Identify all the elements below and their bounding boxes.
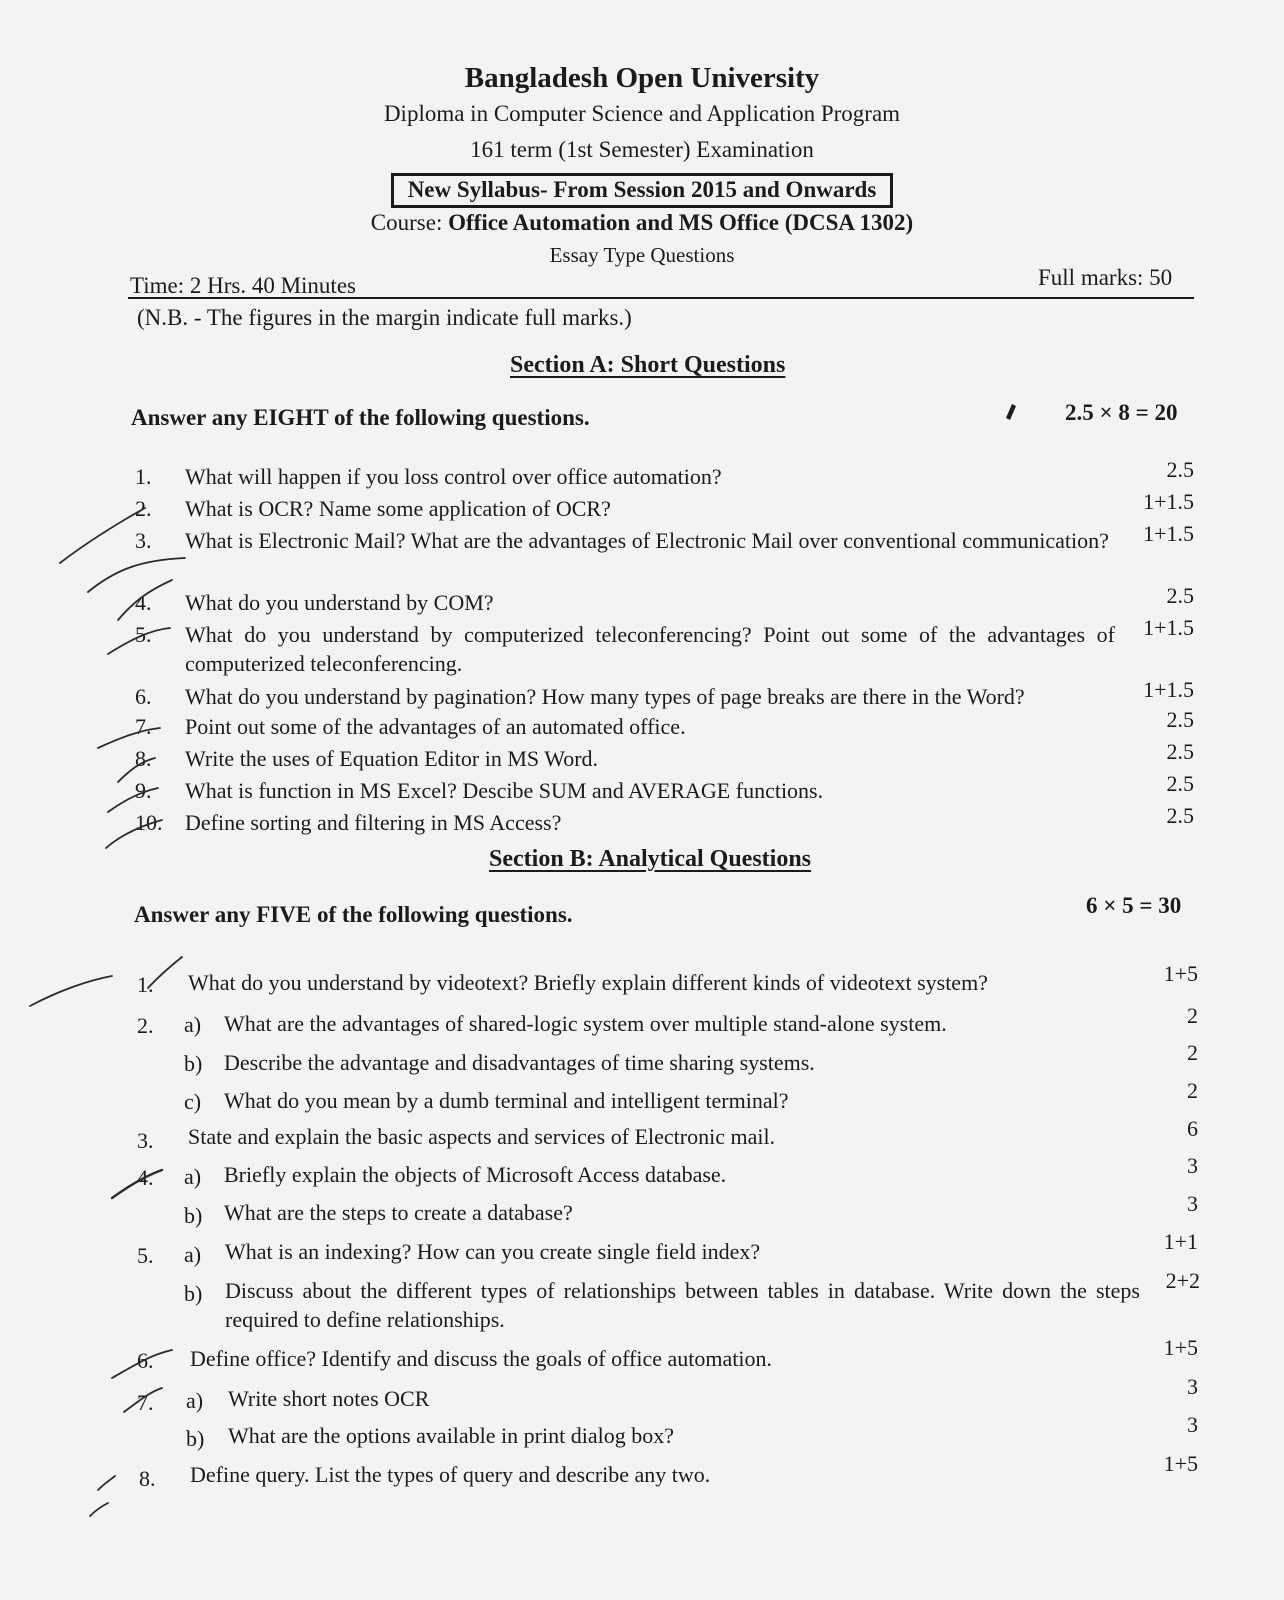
part-label: b) xyxy=(184,1281,203,1306)
pen-dot xyxy=(1006,404,1016,420)
section-b-title: Section B: Analytical Questions xyxy=(489,846,812,872)
syllabus-box: New Syllabus- From Session 2015 and Onwards xyxy=(391,173,894,208)
header-rule xyxy=(128,297,1194,299)
question-text: Define query. List the types of query and describe any two. xyxy=(190,1462,711,1487)
pen-tick xyxy=(60,508,145,563)
part-marks: 3 xyxy=(1187,1412,1198,1437)
question-number: 9. xyxy=(135,778,152,803)
part-marks: 2 xyxy=(1187,1040,1198,1065)
pen-tick xyxy=(90,1503,108,1516)
part-marks: 3 xyxy=(1187,1153,1198,1178)
question-text: What is function in MS Excel? Descibe SUM and AVERAGE functions. xyxy=(185,778,824,803)
question-number: 7. xyxy=(137,1390,154,1415)
part-label: b) xyxy=(184,1203,203,1228)
question-number: 5. xyxy=(135,622,152,647)
section-a-title: Section A: Short Questions xyxy=(510,352,786,378)
university-name: Bangladesh Open University xyxy=(464,62,820,94)
part-label: b) xyxy=(184,1051,203,1076)
question-number: 8. xyxy=(139,1466,156,1491)
syllabus-box-wrap xyxy=(0,173,1284,208)
question-number: 2. xyxy=(135,496,152,521)
question-number: 3. xyxy=(137,1128,154,1153)
question-text: Define sorting and filtering in MS Access? xyxy=(185,810,562,835)
question-marks: 1+1.5 xyxy=(1143,521,1194,546)
part-marks: 3 xyxy=(1187,1191,1198,1216)
question-number: 1. xyxy=(137,972,154,997)
part-label: b) xyxy=(186,1426,205,1451)
question-marks: 2.5 xyxy=(1166,803,1194,828)
exam-time: Time: 2 Hrs. 40 Minutes xyxy=(130,273,356,298)
question-text: Define office? Identify and discuss the goals of office automation. xyxy=(190,1346,773,1371)
program-name: Diploma in Computer Science and Application Program xyxy=(383,101,901,126)
question-number: 5. xyxy=(137,1243,154,1268)
question-number: 4. xyxy=(137,1165,154,1190)
course-line xyxy=(0,210,1284,236)
part-marks: 2 xyxy=(1187,1078,1198,1103)
pen-tick xyxy=(88,558,185,592)
question-text: Write the uses of Equation Editor in MS Word. xyxy=(185,746,599,771)
section-b-instruction: Answer any FIVE of the following questions. xyxy=(134,902,573,927)
course-label: Course: xyxy=(370,210,443,235)
part-label: a) xyxy=(186,1388,204,1413)
question-number: 10. xyxy=(135,810,163,835)
part-label: a) xyxy=(184,1012,202,1037)
question-marks: 2.5 xyxy=(1166,457,1194,482)
question-marks: 1+5 xyxy=(1163,1335,1198,1360)
question-marks: 2.5 xyxy=(1166,583,1194,608)
question-marks: 1+5 xyxy=(1163,961,1198,986)
question-number: 4. xyxy=(135,590,152,615)
question-marks: 6 xyxy=(1187,1116,1198,1141)
question-text: What do you understand by COM? xyxy=(185,590,494,615)
question-text: State and explain the basic aspects and services of Electronic mail. xyxy=(188,1124,776,1149)
part-text: What do you mean by a dumb terminal and intelligent terminal? xyxy=(224,1088,789,1113)
pen-tick xyxy=(98,1476,115,1490)
part-text: Briefly explain the objects of Microsoft Access database. xyxy=(224,1162,727,1187)
pen-tick xyxy=(30,976,112,1006)
question-number: 3. xyxy=(135,528,152,553)
question-marks: 2.5 xyxy=(1166,739,1194,764)
question-text: What do you understand by pagination? How many types of page breaks are there in the Word? xyxy=(185,684,1025,709)
part-text: Write short notes OCR xyxy=(228,1386,430,1411)
question-number: 7. xyxy=(135,714,152,739)
part-text: What is an indexing? How can you create single field index? xyxy=(225,1239,761,1264)
exam-term: 161 term (1st Semester) Examination xyxy=(470,137,814,162)
part-text: Discuss about the different types of relationships between tables in database. Write down the steps required to define relationships. xyxy=(225,1278,1140,1332)
question-marks: 1+1.5 xyxy=(1143,677,1194,702)
question-marks: 2.5 xyxy=(1166,771,1194,796)
part-marks: 1+1 xyxy=(1163,1229,1198,1254)
part-marks: 3 xyxy=(1187,1374,1198,1399)
question-text: What is OCR? Name some application of OCR? xyxy=(185,496,611,521)
part-label: a) xyxy=(184,1242,202,1267)
full-marks: Full marks: 50 xyxy=(1038,265,1173,290)
question-number: 6. xyxy=(135,684,152,709)
question-marks: 1+5 xyxy=(1163,1451,1198,1476)
question-marks: 1+1.5 xyxy=(1143,489,1194,514)
course-name: Office Automation and MS Office (DCSA 1302) xyxy=(448,210,914,235)
question-number: 8. xyxy=(135,746,152,771)
question-marks: 1+1.5 xyxy=(1143,615,1194,640)
question-text: What do you understand by computerized teleconferencing? Point out some of the advantages of computerized teleconferencing. xyxy=(185,622,1115,676)
section-b-formula: 6 × 5 = 30 xyxy=(1086,893,1182,918)
part-marks: 2 xyxy=(1187,1003,1198,1028)
section-a-formula: 2.5 × 8 = 20 xyxy=(1065,400,1178,425)
part-text: Describe the advantage and disadvantages of time sharing systems. xyxy=(224,1050,815,1075)
part-label: c) xyxy=(184,1089,202,1114)
question-type: Essay Type Questions xyxy=(549,243,735,267)
marks-note: (N.B. - The figures in the margin indicate full marks.) xyxy=(137,305,632,330)
question-text: What will happen if you loss control over office automation? xyxy=(185,464,722,489)
part-text: What are the options available in print dialog box? xyxy=(228,1423,674,1448)
section-a-instruction: Answer any EIGHT of the following questions. xyxy=(131,405,590,430)
question-number: 1. xyxy=(135,464,152,489)
part-text: What are the steps to create a database? xyxy=(224,1200,573,1225)
question-marks: 2.5 xyxy=(1166,707,1194,732)
question-number: 6. xyxy=(137,1348,154,1373)
part-label: a) xyxy=(184,1164,202,1189)
part-text: What are the advantages of shared-logic system over multiple stand-alone system. xyxy=(224,1011,947,1036)
question-number: 2. xyxy=(137,1013,154,1038)
part-marks: 2+2 xyxy=(1165,1268,1200,1293)
question-text: What do you understand by videotext? Briefly explain different kinds of videotext system? xyxy=(188,970,988,995)
question-text: What is Electronic Mail? What are the advantages of Electronic Mail over conventional communication? xyxy=(185,528,1109,553)
question-text: Point out some of the advantages of an automated office. xyxy=(185,714,686,739)
